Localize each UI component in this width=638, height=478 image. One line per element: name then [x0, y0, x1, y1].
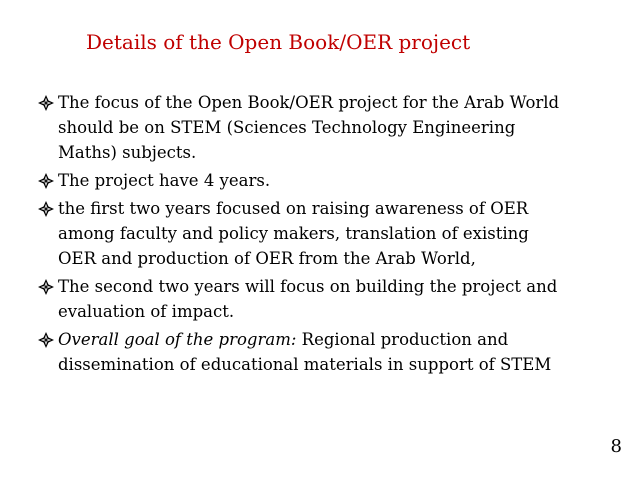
bullet-item: [14, 168, 624, 193]
bullet-text-line: [58, 327, 624, 352]
goal-text: Regional production and: [296, 330, 509, 349]
bullet-list: [14, 90, 624, 380]
bullet-item: [14, 274, 624, 324]
bullet-text-line: The second two years will focus on building the project and: [58, 277, 558, 296]
bullet-text-line: should be on STEM (Sciences Technology Engineering: [58, 118, 516, 137]
bullet-item: [14, 90, 624, 165]
diamond-four-icon: [38, 173, 54, 189]
diamond-four-icon: [38, 201, 54, 217]
bullet-text-line: The project have 4 years.: [58, 171, 271, 190]
diamond-four-icon: [38, 279, 54, 295]
bullet-text-line: dissemination of educational materials in support of STEM: [58, 355, 552, 374]
bullet-text-line: The focus of the Open Book/OER project for the Arab World: [58, 93, 560, 112]
bullet-text-line: Maths) subjects.: [58, 143, 197, 162]
bullet-item: [14, 327, 624, 377]
bullet-text-line: the first two years focused on raising awareness of OER: [58, 199, 529, 218]
page-number: 8: [610, 436, 622, 457]
diamond-four-icon: [38, 95, 54, 111]
bullet-text-line: evaluation of impact.: [58, 302, 235, 321]
diamond-four-icon: [38, 332, 54, 348]
goal-label: Overall goal of the program:: [58, 330, 297, 349]
bullet-item: [14, 196, 624, 271]
bullet-text-line: among faculty and policy makers, translation of existing: [58, 224, 529, 243]
bullet-text-line: OER and production of OER from the Arab World,: [58, 249, 476, 268]
slide-title: Details of the Open Book/OER project: [86, 30, 471, 54]
